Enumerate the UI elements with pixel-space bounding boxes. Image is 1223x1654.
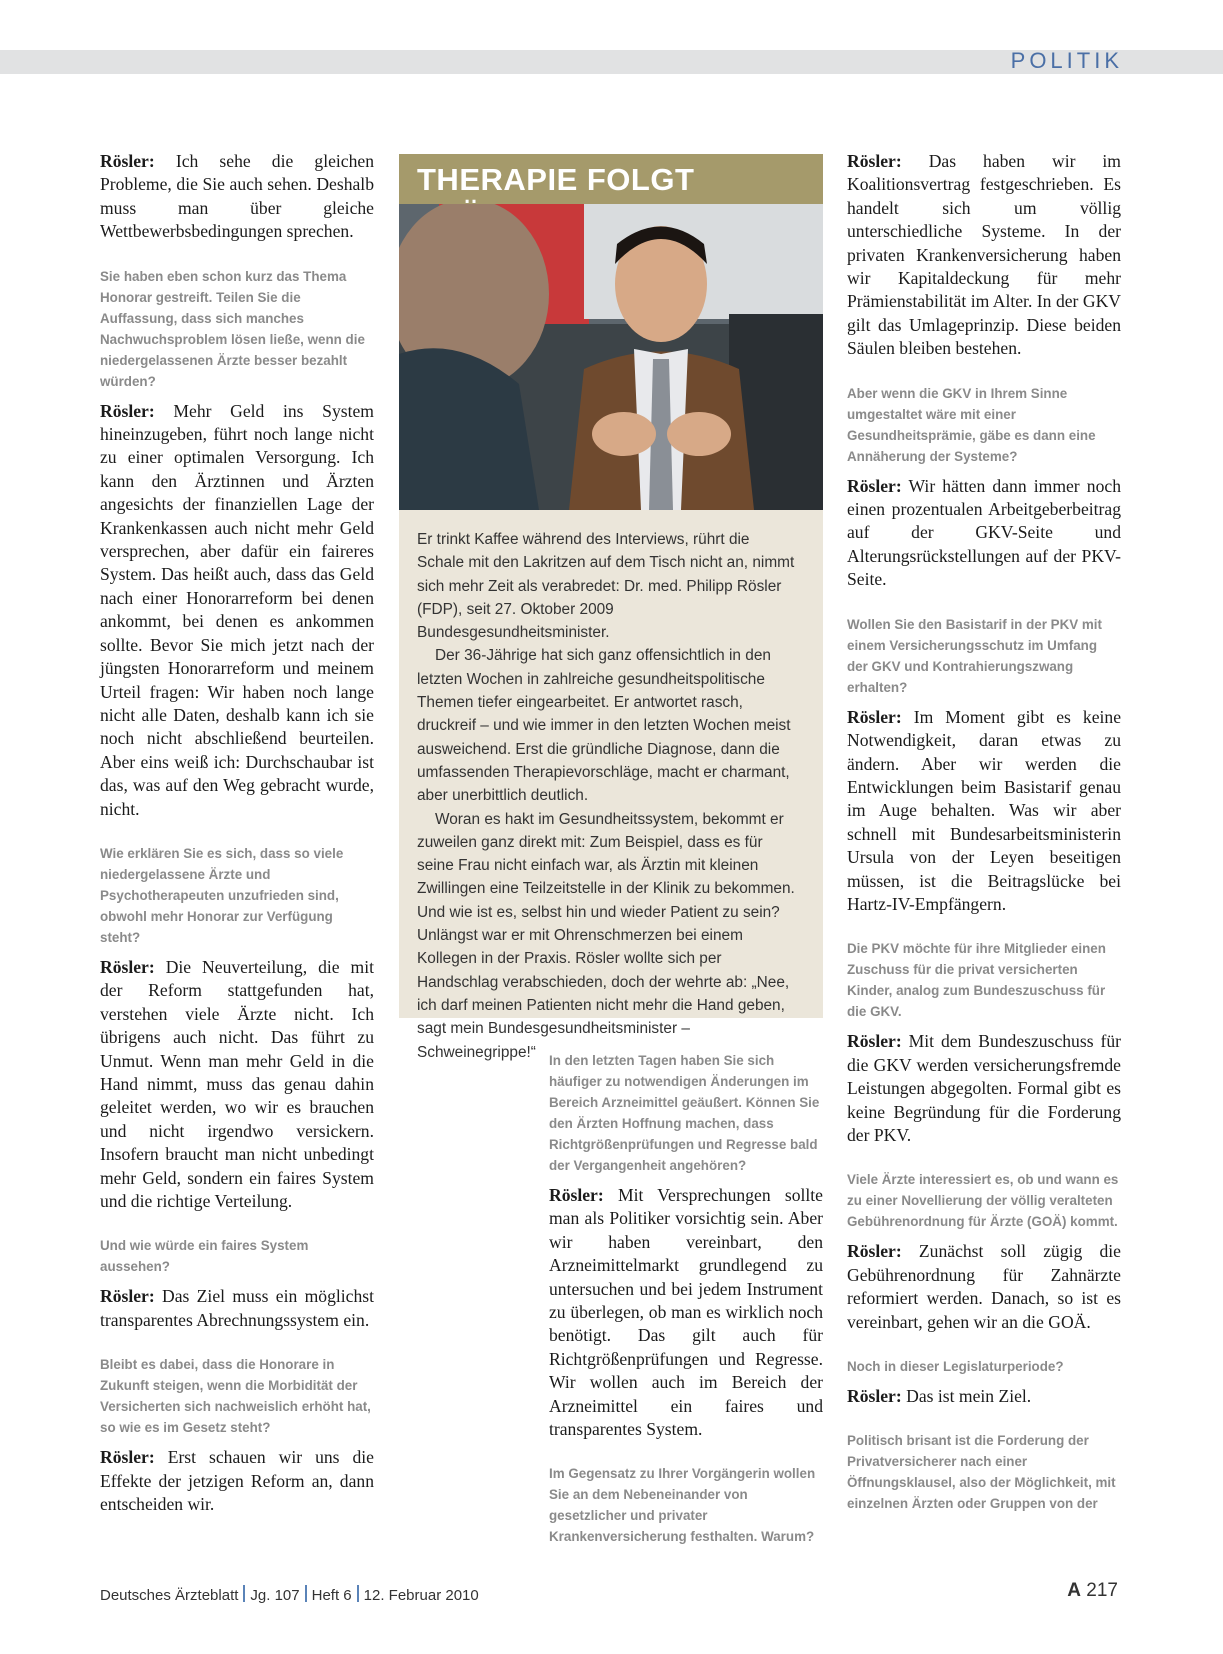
- speaker: Rösler:: [847, 151, 902, 171]
- box-paragraph: Der 36-Jährige hat sich ganz offensichtlich in den letzten Wochen in zahlreiche gesundheitspolitische Themen tiefer eingearbeitet. Er antwortet rasch, druckreif – und wie immer in den letzten Wochen meist ausweichend. Erst die gründliche Diagnose, dann die umfassenden Therapievorschläge, macht er charmant, aber unerbittlich deutlich.: [417, 647, 791, 805]
- speaker: Rösler:: [100, 1447, 155, 1468]
- volume: Jg. 107: [250, 1587, 300, 1604]
- speaker: Rösler:: [100, 400, 155, 421]
- answer-text: Wir hätten dann immer noch einen prozentualen Arbeitgeberbeitrag auf der GKV-Seite und Alterungsrückstellungen auf der PKV-Seite.: [847, 475, 1121, 590]
- answer-text: Im Moment gibt es keine Notwendigkeit, daran etwas zu ändern. Aber wir werden die Entwicklungen beim Basistarif genau im Auge behalten. Was wir aber schnell mit Bundesarbeitsministerin Ursula von der Leyen beseitigen müssen, ist die Beitragslücke bei Hartz-IV-Empfängern.: [847, 706, 1121, 914]
- question: Viele Ärzte interessiert es, ob und wann es zu einer Novellierung der völlig veralteten Gebührenordnung für Ärzte (GOÄ) kommt.: [847, 1172, 1119, 1230]
- answer-text: Erst schauen wir uns die Effekte der jetzigen Reform an, dann entscheiden wir.: [100, 1447, 374, 1515]
- question: Die PKV möchte für ihre Mitglieder einen Zuschuss für die privat versicherten Kinder, analog zum Bundeszuschuss für die GKV.: [847, 941, 1106, 1020]
- page-number-value: 217: [1086, 1580, 1118, 1601]
- answer-text: Ich sehe die gleichen Probleme, die Sie auch sehen. Deshalb muss man über gleiche Wettbewerbsbedingungen sprechen.: [100, 151, 374, 242]
- speaker: Rösler:: [549, 1185, 604, 1205]
- answer: [847, 1030, 1121, 1147]
- speaker: Rösler:: [847, 1031, 902, 1052]
- answer-text: Das Ziel muss ein möglichst transparentes Abrechnungssystem ein.: [100, 1286, 374, 1330]
- answer: [100, 1446, 374, 1516]
- speaker: Rösler:: [100, 1286, 155, 1307]
- answer-text: Zunächst soll zügig die Gebührenordnung für Zahnärzte reformiert werden. Danach, so ist es vereinbart, gehen wir an die GOÄ.: [847, 1241, 1121, 1332]
- speaker: Rösler:: [100, 151, 155, 171]
- question: Politisch brisant ist die Forderung der Privatversicherer nach einer Öffnungsklausel, also der Möglichkeit, mit einzelnen Ärzten oder Gruppen von der: [847, 1433, 1116, 1512]
- answer-text: Das ist mein Ziel.: [901, 1386, 1032, 1406]
- answer: [847, 150, 1121, 361]
- divider: [357, 1585, 359, 1602]
- answer-text: Die Neuverteilung, die mit der Reform stattgefunden hat, verstehen viele Ärzte nicht. Ich übrigens auch nicht. Das führt zu Unmut. Wenn man mehr Geld in die Hand nimmt, muss das genau dahin geleitet werden, wo wir es brauchen und nicht irgendwo versickern. Insofern braucht man nicht unbedingt mehr Geld, sondern ein faires System und die richtige Verteilung.: [100, 956, 374, 1211]
- question: Bleibt es dabei, dass die Honorare in Zukunft steigen, wenn die Morbidität der Versicherten sich nachweislich erhöht hat, so wie es im Gesetz steht?: [100, 1357, 371, 1436]
- speaker: Rösler:: [847, 1386, 902, 1406]
- answer: [100, 956, 374, 1213]
- page-number: [1067, 1580, 1118, 1602]
- question: In den letzten Tagen haben Sie sich häufiger zu notwendigen Änderungen im Bereich Arzneimittel geäußert. Können Sie den Ärzten Hoffnung machen, dass Richtgrößenprüfungen und Regresse bald der Vergangenheit angehören?: [549, 1053, 820, 1173]
- question: Wollen Sie den Basistarif in der PKV mit einem Versicherungsschutz im Umfang der GKV und Kontrahierungszwang erhalten?: [847, 616, 1102, 695]
- footer: [100, 1585, 479, 1604]
- divider: [305, 1585, 307, 1602]
- issue: Heft 6: [311, 1587, 352, 1604]
- question: Sie haben eben schon kurz das Thema Honorar gestreift. Teilen Sie die Auffassung, dass sich manches Nachwuchsproblem lösen ließe, wenn die niedergelassenen Ärzte besser bezahlt würden?: [100, 268, 365, 389]
- speaker: Rösler:: [847, 475, 902, 496]
- answer-text: Das haben wir im Koalitionsvertrag festgeschrieben. Es handelt sich um völlig unterschiedliche Systeme. In der privaten Krankenversicherung haben wir Kapitaldeckung für mehr Prämienstabilität im Alter. In der GKV gilt das Umlageprinzip. Diese beiden Säulen bleiben bestehen.: [847, 151, 1121, 359]
- answer-text: Mehr Geld ins System hineinzugeben, führt noch lange nicht zu einer optimalen Versorgung. Ich kann den Ärztinnen und Ärzten angesichts der finanziellen Lage der Krankenkassen auch nicht mehr Geld versprechen, aber dafür ein faireres System. Das heißt auch, dass das Geld nach einer Honorarreform bei denen ankommt, bei denen es ankommen sollte. Bevor Sie mich jetzt nach der jüngsten Honorarreform und meinem Urteil fragen: Wir haben noch lange nicht alle Daten, deshalb kann ich sie noch nicht abschließend beurteilen. Aber eins weiß ich: Durchschaubar ist das, was auf den Weg gebracht wurde, nicht.: [100, 400, 374, 819]
- question: Im Gegensatz zu Ihrer Vorgängerin wollen Sie an dem Nebeneinander von gesetzlicher und privater Krankenversicherung festhalten. Warum?: [549, 1466, 816, 1545]
- journal-name: Deutsches Ärzteblatt: [100, 1587, 239, 1604]
- section-label: POLITIK: [1010, 48, 1123, 73]
- portrait-photo-illustration: [399, 204, 823, 510]
- question: Aber wenn die GKV in Ihrem Sinne umgestaltet wäre mit einer Gesundheitsprämie, gäbe es dann eine Annäherung der Systeme?: [847, 385, 1096, 464]
- box-paragraph: Er trinkt Kaffee während des Interviews, rührt die Schale mit den Lakritzen auf dem Tisch nicht an, nimmt sich mehr Zeit als verabredet: Dr. med. Philipp Rösler (FDP), seit 27. Oktober 2009 Bundesgesundheitsminister.: [417, 531, 795, 642]
- answer-text: Mit Versprechungen sollte man als Politiker vorsichtig sein. Aber wir haben vereinbart, den Arzneimittelmarkt grundlegend zu untersuchen und bei jedem Instrument zu überlegen, ob man es wirklich noch benötigt. Das gilt auch für Richtgrößenprüfungen und Regresse. Wir wollen auch im Bereich der Arzneimittel ein faires und transparentes System.: [549, 1185, 823, 1440]
- answer: [847, 1240, 1121, 1334]
- answer: [847, 1385, 1121, 1408]
- answer: [100, 400, 374, 821]
- answer: [100, 150, 374, 244]
- box-title: THERAPIE FOLGT: [417, 162, 695, 197]
- speaker: Rösler:: [847, 706, 902, 727]
- answer: [549, 1184, 823, 1441]
- column-3: [847, 150, 1121, 1522]
- box-title-bar: [399, 154, 823, 204]
- question: Noch in dieser Legislaturperiode?: [847, 1359, 1064, 1374]
- column-2: [549, 1050, 823, 1555]
- column-1: [100, 150, 374, 1516]
- page-prefix: A: [1067, 1580, 1082, 1601]
- info-box-text: [417, 528, 797, 1064]
- question: Und wie würde ein faires System aussehen?: [100, 1238, 309, 1275]
- date: 12. Februar 2010: [363, 1587, 479, 1604]
- speaker: Rösler:: [847, 1241, 902, 1262]
- answer-text: Mit dem Bundeszuschuss für die GKV werden versicherungsfremde Leistungen abgegolten. Formal gibt es keine Begründung für die Forderung der PKV.: [847, 1031, 1121, 1145]
- answer: [847, 706, 1121, 917]
- answer: [847, 475, 1121, 592]
- box-paragraph: Woran es hakt im Gesundheitssystem, bekommt er zuweilen ganz direkt mit: Zum Beispiel, dass es für seine Frau nicht einfach war, als Ärztin mit kleinen Zwillingen eine Teilzeitstelle in der Klinik zu bekommen. Und wie ist es, selbst hin und wieder Patient zu sein? Unlängst war er mit Ohrenschmerzen bei einem Kollegen in der Praxis. Rösler wollte sich per Handschlag verabschieden, doch der wehrte ab: „Nee, ich darf meinen Patienten nicht mehr die Hand geben, sagt mein Bundesgesundheitsminister – Schweinegrippe!“: [417, 810, 795, 1061]
- portrait-photo: [399, 204, 823, 510]
- question: Wie erklären Sie es sich, dass so viele niedergelassene Ärzte und Psychotherapeuten unzufrieden sind, obwohl mehr Honorar zur Verfügung steht?: [100, 845, 344, 945]
- divider: [243, 1585, 245, 1602]
- speaker: Rösler:: [100, 956, 155, 977]
- answer: [100, 1285, 374, 1332]
